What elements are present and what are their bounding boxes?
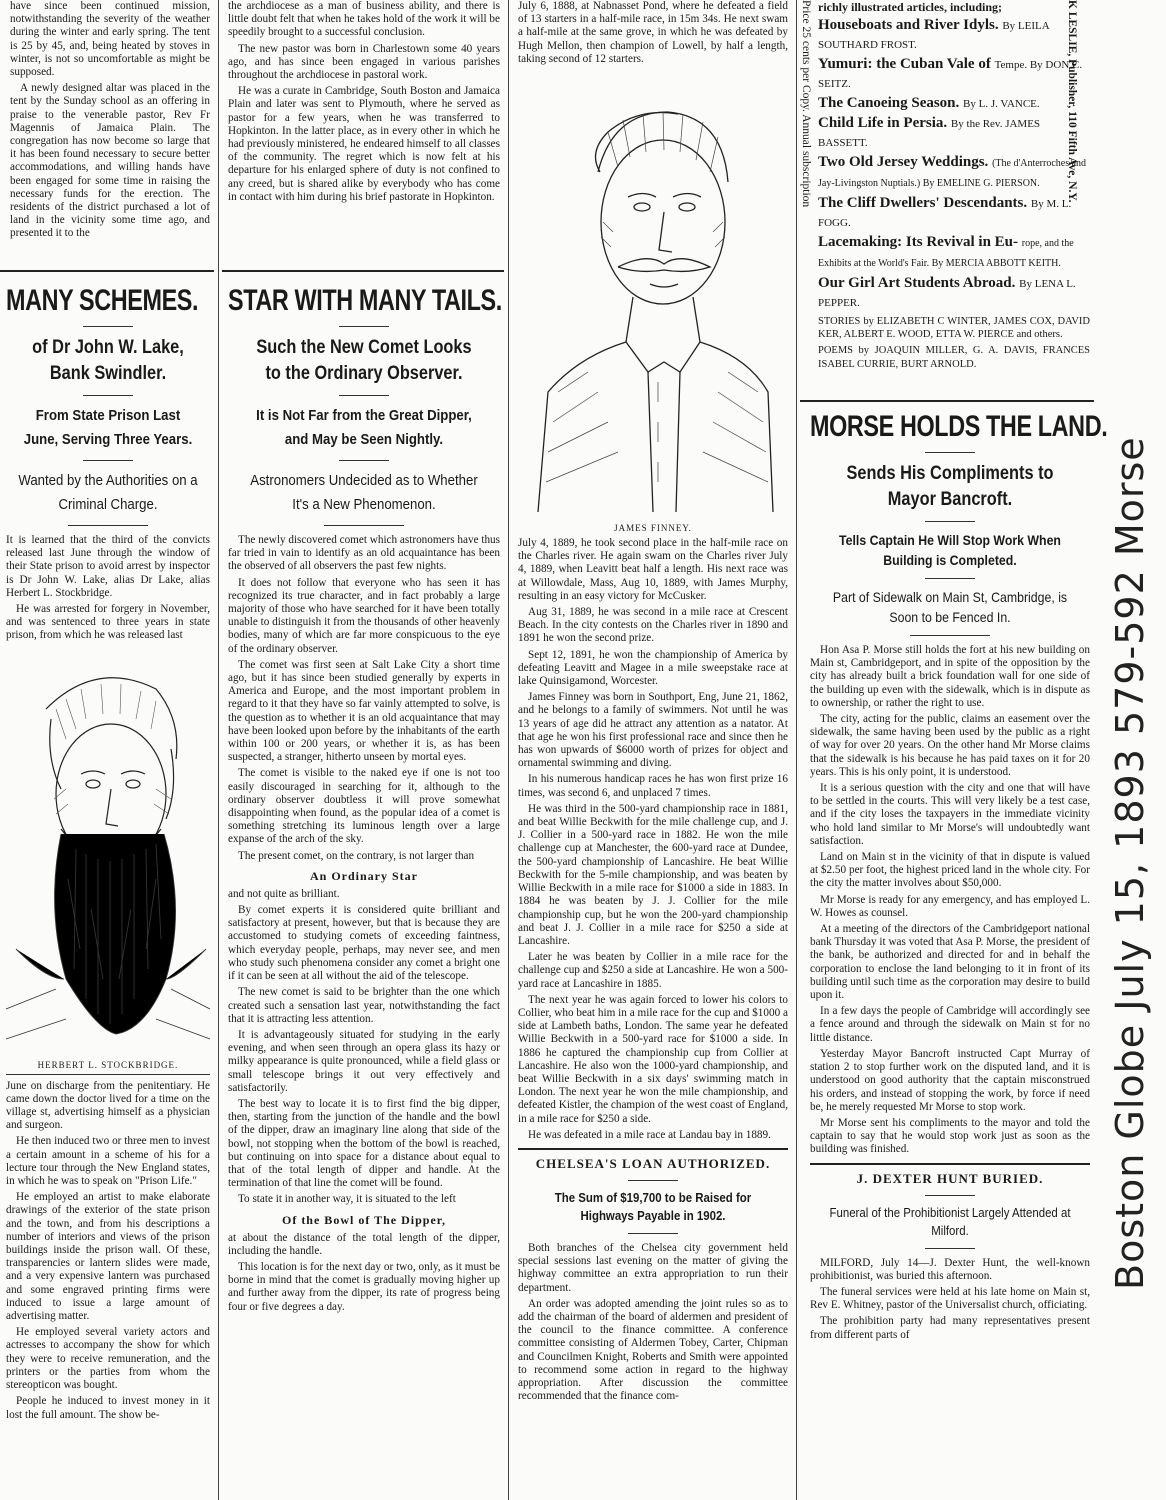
deck-compliments: Sends His Compliments to Mayor Bancroft. xyxy=(846,463,1054,510)
headline-morse: MORSE HOLDS THE LAND. xyxy=(810,410,1108,443)
deck-astronomers: Astronomers Undecided as to Whether It's a New Phenomenon. xyxy=(250,472,478,513)
deck-funeral: Funeral of the Prohibitionist Largely Attended at Milford. xyxy=(829,1204,1071,1238)
column-4 xyxy=(800,0,1108,1341)
deck-lake: of Dr John W. Lake, Bank Swindler. xyxy=(32,337,184,384)
short-rule xyxy=(925,452,975,453)
paragraph: He was arrested for forgery in November, and was sentenced to three years in state prison, from which he was released last xyxy=(6,603,210,642)
subhead-ordinary-star: An Ordinary Star xyxy=(309,868,418,883)
paragraph: To state it in another way, it is situated to the left xyxy=(238,1193,456,1206)
paragraph: The funeral services were held at his late home on Main st, Rev E. Whitney, pastor of the Universalist church, officiating. xyxy=(810,1285,1090,1312)
paragraph: He was third in the 500-yard championship race in 1881, and beat Willie Beckwith for the mile challenge cup, and J. J. Collier in a 500-yard race in 1882. He won the mile challenge cup at Manchester, the 600-yard race at Dundee, the 500-yard championship of Lancashire. He beat Willie Beckwith for the 5-mile championship, and was beaten by Willie Beckwith in a mile race for $1000 a side in 1883. In 1884 he was beaten by J. J. Collier for the mile championship cup, but he won the 200-yard championship and beat J. J. Collier in a mile race for $250 a side at Lancashire. xyxy=(518,802,788,947)
short-rule xyxy=(83,326,133,327)
publisher-vertical-text: K LESLIE, Publisher, 110 Fifth Ave, N.Y. xyxy=(1066,0,1078,203)
paragraph: He was defeated in a mile race at Landau bay in 1889. xyxy=(528,1128,771,1141)
caption-stockbridge: HERBERT L. STOCKBRIDGE. xyxy=(37,1059,179,1070)
paragraph: He was a curate in Cambridge, South Boston and Jamaica Plain and later was sent to Plymouth, where he served as pastor for a few years, when he was transferred to Hopkinton. In the latter place, as in every other in which he had previously ministered, he endeared himself to all classes of the community. The regret which is now felt at his departure for his enlarged sphere of duty is not confined to any creed, but is shared alike by everybody who has come in contact with him during his brief pastorate in Hopkinton. xyxy=(228,85,500,203)
portrait-finney xyxy=(518,72,788,517)
paragraph: Mr Morse sent his compliments to the mayor and told the captain to say that he would stop work just as soon as the building was finished. xyxy=(810,1116,1090,1156)
headline-many-schemes: MANY SCHEMES. xyxy=(6,284,199,317)
paragraph: at about the distance of the total length of the dipper, including the handle. xyxy=(228,1231,500,1257)
toc-item: The Canoeing Season. By L. J. VANCE. xyxy=(818,95,1040,111)
deck-new-comet: Such the New Comet Looks to the Ordinary Observer. xyxy=(256,337,472,384)
short-rule xyxy=(339,395,389,396)
paragraph: It is advantageously situated for studying in the early evening, and when seen through an opera glass its hazy or milky appearance is quite pronounced, while a field glass or small telescope brings it out very effectively and satisfactorily. xyxy=(228,1028,500,1094)
paragraph: By comet experts it is considered quite brilliant and satisfactory at present, however, but that is because they are accustomed to studying comets of exceeding faintness, which everyday people, perhaps, may never see, and men who study such phenomena consider any comet a bright one if it can be seen at all without the aid of the telescope. xyxy=(228,904,500,983)
paragraph: July 4, 1889, he took second place in the half-mile race on the Charles river. He again swam on the Charles river July 4, 1889, when Leavitt beat half a length. His next race was at Willowdale, Mass, Aug 10, 1889, with James Murphy, resulting in an easy victory for McCusker. xyxy=(518,537,788,602)
paragraph: The next year he was again forced to lower his colors to Collier, who beat him in a mile race for the cup and $1000 a side at Lambeth baths, London. The same year he defeated Willie Beckwith in a 500-yard race for $1000 a side. In 1886 he captured the championship cup from Collier at Lancashire. He also won the 1000-yard championship, and beat Willie Beckwith in a six days' swimming match in London. The next year he won the mile championship, and defeated Kistler, the champion of the west coast of England, in a mile race for $250 a side. xyxy=(518,993,788,1125)
short-rule xyxy=(925,1248,975,1249)
deck-stop-work: Tells Captain He Will Stop Work When Building is Completed. xyxy=(839,532,1061,568)
short-rule xyxy=(83,460,133,461)
paragraph: and not quite as brilliant. xyxy=(228,887,340,900)
paragraph: At a meeting of the directors of the Cambridgeport national bank Thursday it was voted that Asa P. Morse, the president of the bank, be authorized and directed for and in behalf the corporation to enclose the land belonging to it in front of its building until such time as the corporation may desire to build upon it. xyxy=(810,923,1090,1002)
section-rule xyxy=(518,1148,788,1150)
short-rule xyxy=(910,635,990,636)
toc-item: Yumuri: the Cuban Vale of Tempe. By DON C. SEITZ. xyxy=(818,56,1083,90)
paragraph: July 6, 1888, at Nabnasset Pond, where he defeated a field of 13 starters in a half-mile race, in 15m 34s. He next swam a half-mile at the same grove, in which he was defeated by Hugh Mellon, then champion of Lowell, by half a length, taking second of 12 starters. xyxy=(518,0,788,65)
paragraph: This location is for the next day or two, only, as it must be borne in mind that the comet is gradually moving higher up and further away from the dipper, its rate of progress being four or five degrees a day. xyxy=(228,1260,500,1313)
paragraph: the archdiocese as a man of business ability, and there is little doubt felt that when he takes hold of the work it will be speedily brought to a successful conclusion. xyxy=(228,0,500,39)
col1-top-text xyxy=(10,0,210,241)
column-1 xyxy=(0,0,214,1421)
paragraph: James Finney was born in Southport, Eng, June 21, 1862, and he belongs to a family of swimmers. Not until he was 13 years of age did he attract any attention as a natator. At that age he won his first professional race and since then he has won upwards of $6000 worth of prizes for object and ornamental swimming and diving. xyxy=(518,691,788,770)
column-rule xyxy=(218,0,219,1500)
paragraph: It is a serious question with the city and one that will have to be settled in the courts. This will very likely be a test case, and if the city loses the taxpayers in the immediate vicinity who hold land similar to Mr Morse's will undoubtedly want satisfaction. xyxy=(810,782,1090,847)
deck-state-prison: From State Prison Last June, Serving Three Years. xyxy=(23,407,193,448)
paragraph: The newly discovered comet which astronomers have thus far tried in vain to identify as an old acquaintance has been the observed of all observers the past few nights. xyxy=(228,534,500,573)
paragraph: He employed several variety actors and actresses to accompany the show for which they were to receive remuneration, and the printers or the parties from whom the stereopticon was bought. xyxy=(6,1326,210,1392)
paragraph: In a few days the people of Cambridge will accordingly see a fence around and through the sidewalk on Main st for no little distance. xyxy=(810,1005,1090,1044)
paragraph: Later he was beaten by Collier in a mile race for the challenge cup and $250 a side at Lancashire. He won a 500-yard race at Lancashire in 1885. xyxy=(518,951,788,990)
short-rule xyxy=(68,525,148,526)
paragraph: The new comet is said to be brighter than the one which created such a sensation last year, notwithstanding the fact that it is attracting less attention. xyxy=(228,986,500,1025)
caption-rule xyxy=(6,1074,210,1075)
section-rule xyxy=(0,270,214,272)
short-rule xyxy=(925,578,975,579)
paragraph: The new pastor was born in Charlestown some 40 years ago, and has since been engaged in various parishes throughout the archdiocese in pastoral work. xyxy=(228,42,500,82)
mustached-man-portrait-icon xyxy=(518,72,788,512)
toc-item: The Cliff Dwellers' Descendants. By M. L. FOGG. xyxy=(818,195,1072,229)
paragraph: The best way to locate it is to first find the big dipper, then, starting from the junction of the handle and the bowl of the dipper, draw an imaginary line along that side of the bowl, not stopping when the bottom of the bowl is reached, but continuing on into space for a distance about equal to that of the total length of dipper and handle. At the termination of that line the comet will be found. xyxy=(228,1097,500,1190)
magazine-contents xyxy=(818,16,1090,312)
bearded-man-portrait-icon xyxy=(6,649,210,1049)
caption-finney: JAMES FINNEY. xyxy=(614,523,692,534)
paragraph: Hon Asa P. Morse still holds the fort at his new building on Main st, Cambridgeport, and in spite of the opposition by the city has already built a brick foundation wall for one side of the building up even with the sidewalk, which is in dispute as to ownership, or rather the right to use. xyxy=(810,644,1090,709)
paragraph: The comet was first seen at Salt Lake City a short time ago, but it has since been studied generally by experts in America and Europe, and the most important problem in regard to it that they have so far vainly attempted to solve, is the question as to whether it is an old acquaintance that may have been looked upon before by the inhabitants of the earth within 100 or 200 years, or whether it is, as has been suspected, a stranger, hitherto unseen by mortal eyes. xyxy=(228,658,500,764)
column-2 xyxy=(222,0,504,1313)
short-rule xyxy=(339,326,389,327)
paragraph: It does not follow that everyone who has seen it has recognized its true character, and in fact probably a large majority of those who have searched for it have been totally unable to distinguish it from the thousands of other heavenly bodies, many of which are far more conspicuous to the eye of the ordinary observer. xyxy=(228,576,500,655)
paragraph: Both branches of the Chelsea city government held special sessions last evening on the matter of giving the highway committee an extra appropriation to run their department. xyxy=(518,1241,788,1294)
short-rule xyxy=(83,395,133,396)
paragraph: Sept 12, 1891, he won the championship of America by defeating Leavitt and Magee in a mile sweepstake race at lake Quinsigamond, Worcester. xyxy=(518,648,788,688)
section-rule xyxy=(222,270,504,272)
price-vertical-text: Price 25 cents per Copy. Annual subscription xyxy=(800,0,812,208)
short-rule xyxy=(339,460,389,461)
magazine-intro: richly illustrated articles, including; xyxy=(818,0,1002,14)
toc-item: Child Life in Persia. By the Rev. JAMES BASSETT. xyxy=(818,115,1041,149)
stories-credit: STORIES by ELIZABETH C WINTER, JAMES COX, DAVID KER, ALBERT E. WOOD, ETTA W. PIERCE and others. xyxy=(818,316,1090,341)
short-rule xyxy=(628,1233,678,1234)
headline-chelsea-loan: CHELSEA'S LOAN AUTHORIZED. xyxy=(535,1155,771,1171)
deck-sidewalk: Part of Sidewalk on Main St, Cambridge, is Soon to be Fenced In. xyxy=(832,589,1068,625)
headline-hunt-buried: J. DEXTER HUNT BURIED. xyxy=(856,1170,1044,1186)
paragraph: have since been continued mission, notwithstanding the severity of the weather during the winter and early spring. The tent is 25 by 45, and, being heated by stoves in winter, is not so uncomfortable as might be supposed. xyxy=(10,0,210,79)
short-rule xyxy=(324,525,404,526)
paragraph: People he induced to invest money in it lost the full amount. The show be- xyxy=(6,1395,210,1421)
paragraph: Land on Main st in the vicinity of that in dispute is valued at $2.50 per foot, the highest priced land in the whole city. For the city the matter involves about $50,000. xyxy=(810,851,1090,890)
section-rule xyxy=(810,1163,1090,1165)
subhead-bowl-of-dipper: Of the Bowl of The Dipper, xyxy=(281,1212,446,1227)
short-rule xyxy=(925,521,975,522)
paragraph: He then induced two or three men to invest a certain amount in a scheme of his for a lecture tour through the New England states, in which he was to speak on "Prison Life." xyxy=(6,1135,210,1188)
section-rule xyxy=(800,400,1094,402)
paragraph: The city, acting for the public, claims an easement over the sidewalk, the same having been used by the public as a right of way for over 20 years. On the other hand Mr Morse claims that the sidewalk is his because he has paid taxes on it for 20 years. This is his only point, it is understood. xyxy=(810,713,1090,778)
column-rule xyxy=(508,0,509,1500)
toc-item: Houseboats and River Idyls. By LEILA SOUTHARD FROST. xyxy=(818,17,1050,51)
poems-credit: POEMS by JOAQUIN MILLER, G. A. DAVIS, FRANCES ISABEL CURRIE, BURT ARNOLD. xyxy=(818,345,1090,370)
column-3 xyxy=(512,0,792,1406)
paragraph: A newly designed altar was placed in the tent by the Sunday school as an offering in praise to the venerable pastor, Rev Fr Magennis of Jamaica Plain. The congregation has now become so large that it has been found necessary to secure better accommodations, and willing hands have been engaged for some time in raising the necessary funds for the erection. The residents of the district purchased a lot of land in the vicinity some time ago, and presented it to the xyxy=(10,82,210,240)
paragraph: The comet is visible to the naked eye if one is not too easily discouraged in searching for it, although to the ordinary observer doubtless it will prove somewhat disappointing when found, as the popular idea of a comet is something stretching its luminous length over a large expanse of the arch of the sky. xyxy=(228,767,500,846)
paragraph: The present comet, on the contrary, is not larger than xyxy=(238,849,475,862)
paragraph: Yesterday Mayor Bancroft instructed Capt Murray of station 2 to stop further work on the disputed land, and it is understood on good authority that the captain misconstrued his orders, and instead of stopping the work, by force if need be, he merely requested Mr Morse to stop work. xyxy=(810,1047,1090,1113)
paragraph: In his numerous handicap races he has won first prize 16 times, was second 6, and unplaced 7 times. xyxy=(518,773,788,799)
short-rule xyxy=(628,1180,678,1181)
headline-star-with-many-tails: STAR WITH MANY TAILS. xyxy=(228,284,502,317)
deck-chelsea-sum: The Sum of $19,700 to be Raised for Highways Payable in 1902. xyxy=(554,1189,752,1223)
paragraph: He employed an artist to make elaborate drawings of the exterior of the state prison and the town, and from his descriptions a number of interiors and views of the prison buildings inside the prison wall. Of these, transparencies or lantern slides were made, and a very expensive lantern was purchased and some engraved printing firms were induced to issue a large amount of advertising matter. xyxy=(6,1191,210,1323)
paragraph: June on discharge from the penitentiary. He came down the doctor lived for a time on the village st, advertising himself as a physician and surgeon. xyxy=(6,1079,210,1132)
deck-great-dipper: It is Not Far from the Great Dipper, and May be Seen Nightly. xyxy=(256,407,472,448)
portrait-stockbridge xyxy=(6,649,210,1054)
short-rule xyxy=(925,1195,975,1196)
paragraph: An order was adopted amending the joint rules so as to add the chairman of the board of aldermen and president of the council to the finance committee. A conference committee consisting of Aldermen Tobey, Carter, Chipman and Councilmen Knight, Roberts and Smith were appointed to recommend some action in regard to the highway appropriation. After discussion the committee recommended that the finance com- xyxy=(518,1297,788,1403)
toc-item: Lacemaking: Its Revival in Eu- rope, and the Exhibits at the World's Fair. By MERCIA ABBOTT KEITH. xyxy=(818,234,1074,269)
paragraph: The prohibition party had many representatives present from different parts of xyxy=(810,1315,1090,1341)
handwritten-annotation: Boston Globe July 15, 1893 579-592 Morse xyxy=(1108,436,1152,1290)
deck-wanted: Wanted by the Authorities on a Criminal Charge. xyxy=(18,472,198,513)
paragraph: Mr Morse is ready for any emergency, and has employed L. W. Howes as counsel. xyxy=(810,893,1090,919)
toc-item: Our Girl Art Students Abroad. By LENA L. PEPPER. xyxy=(818,275,1076,309)
paragraph: MILFORD, July 14—J. Dexter Hunt, the well-known prohibitionist, was buried this afternoon. xyxy=(810,1256,1090,1282)
paragraph: Aug 31, 1889, he was second in a mile race at Crescent Beach. In the city contests on the Charles river in 1890 and 1891 he won the second prize. xyxy=(518,606,788,645)
column-rule xyxy=(796,0,797,1500)
toc-item: Two Old Jersey Weddings. (The d'Anterroches and Jay-Livingston Nuptials.) By EMELINE G. PIERSON. xyxy=(818,154,1087,189)
paragraph: It is learned that the third of the convicts released last June through the window of their State prison to avoid arrest by inspector is Dr John W. Lake, alias Dr Lake, alias Herbert L. Stockbridge. xyxy=(6,534,210,599)
